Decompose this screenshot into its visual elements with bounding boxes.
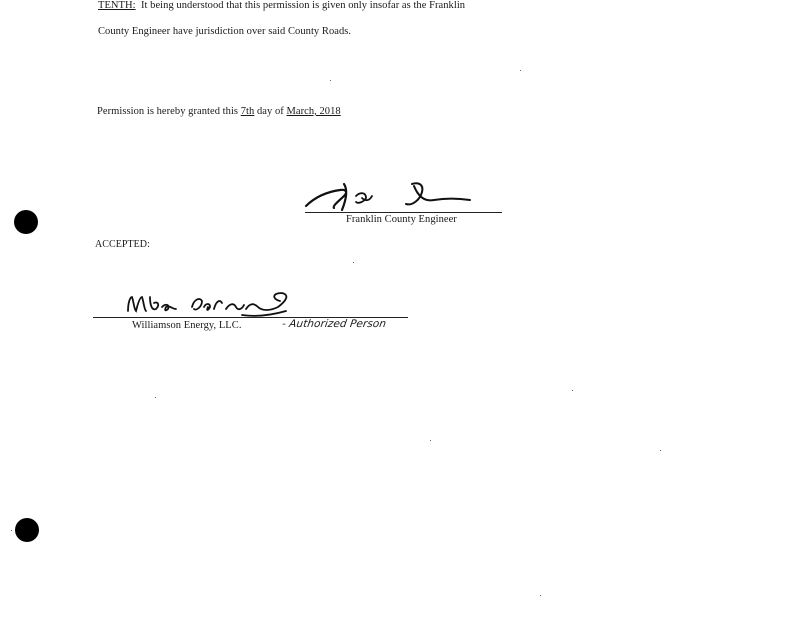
scan-speck — [660, 450, 661, 451]
company-label: Williamson Energy, LLC. — [132, 320, 242, 331]
engineer-label: Franklin County Engineer — [346, 214, 457, 225]
engineer-signature-rule — [305, 212, 502, 213]
permission-day: 7th — [240, 106, 255, 117]
scan-speck — [572, 390, 573, 391]
tenth-clause-line-2: County Engineer have jurisdiction over said County Roads. — [98, 26, 352, 37]
scan-speck — [11, 530, 12, 531]
handwritten-authorized-person: - Authorized Person — [281, 318, 387, 330]
permission-date: March, 2018 — [286, 106, 341, 117]
punch-hole-bottom — [15, 518, 39, 542]
tenth-heading: TENTH: — [98, 0, 136, 11]
scan-speck — [540, 595, 541, 596]
tenth-text-part1: It being understood that this permission is given only insofar as the Franklin — [135, 0, 466, 11]
scan-speck — [520, 70, 521, 71]
permission-grant-line — [97, 106, 341, 117]
punch-hole-top — [14, 210, 38, 234]
engineer-signature — [300, 176, 490, 216]
accepted-label: ACCEPTED: — [95, 239, 150, 250]
scan-speck — [430, 440, 431, 441]
permission-prefix: Permission is hereby granted this — [97, 106, 241, 117]
scan-speck — [353, 262, 354, 263]
scan-speck — [155, 397, 156, 398]
company-signature — [122, 289, 297, 319]
permission-middle: day of — [254, 106, 287, 117]
scan-speck — [330, 80, 331, 81]
tenth-clause-line-1 — [98, 0, 465, 11]
